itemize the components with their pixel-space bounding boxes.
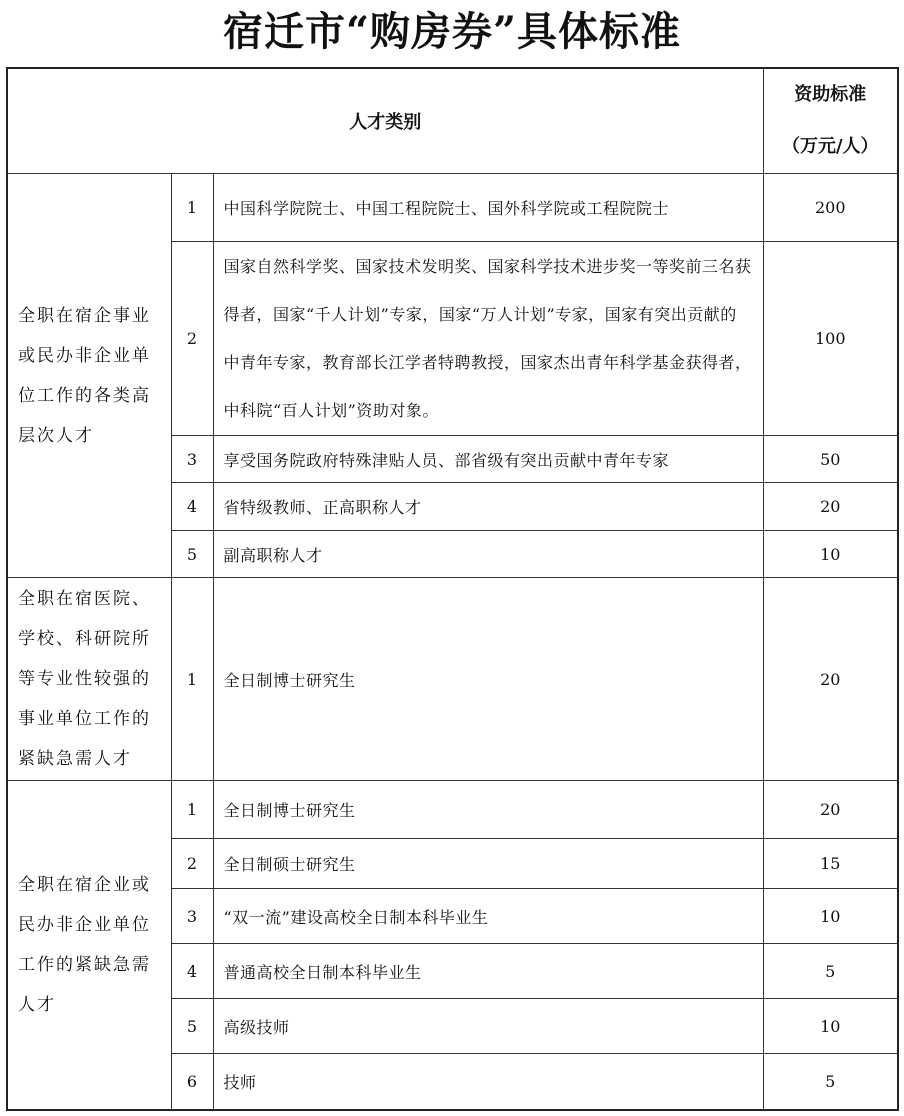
table-header-row [7,68,898,174]
row-amount: 15 [763,839,898,889]
group-category: 全职在宿企事业或民办非企业单位工作的各类高层次人才 [7,174,171,578]
row-description: 高级技师 [213,999,763,1054]
row-amount: 100 [763,242,898,436]
subsidy-standard-table [6,67,899,1111]
table-row [7,781,898,839]
row-number: 1 [171,578,213,781]
header-category: 人才类别 [7,68,763,174]
table-row [7,578,898,781]
group-category: 全职在宿企业或民办非企业单位工作的紧缺急需人才 [7,781,171,1110]
row-amount: 20 [763,483,898,531]
row-number: 1 [171,174,213,242]
row-amount: 50 [763,436,898,483]
row-amount: 10 [763,999,898,1054]
header-standard [763,68,898,174]
row-number: 5 [171,999,213,1054]
row-description: 全日制博士研究生 [213,578,763,781]
header-standard-line1: 资助标准 [794,84,867,105]
row-number: 4 [171,944,213,999]
row-number: 2 [171,242,213,436]
page-title: 宿迁市“购房券”具体标准 [222,8,681,55]
header-standard-line2: （万元/人） [781,136,879,157]
row-amount: 5 [763,944,898,999]
row-description: 全日制硕士研究生 [213,839,763,889]
row-amount: 10 [763,531,898,578]
row-number: 5 [171,531,213,578]
row-amount: 10 [763,889,898,944]
row-number: 6 [171,1054,213,1110]
row-amount: 20 [763,781,898,839]
row-number: 3 [171,889,213,944]
row-description: 普通高校全日制本科毕业生 [213,944,763,999]
row-description: “双一流”建设高校全日制本科毕业生 [213,889,763,944]
row-description: 中国科学院院士、中国工程院院士、国外科学院或工程院院士 [213,174,763,242]
row-description: 副高职称人才 [213,531,763,578]
table-row [7,174,898,242]
row-amount: 5 [763,1054,898,1110]
row-description: 国家自然科学奖、国家技术发明奖、国家科学技术进步奖一等奖前三名获得者，国家“千人计划”专家，国家“万人计划”专家，国家有突出贡献的中青年专家，教育部长江学者特聘教授，国家杰出青年科学基金获得者，中科院“百人计划”资助对象。 [213,242,763,436]
row-amount: 20 [763,578,898,781]
row-number: 3 [171,436,213,483]
row-number: 1 [171,781,213,839]
row-description: 享受国务院政府特殊津贴人员、部省级有突出贡献中青年专家 [213,436,763,483]
row-number: 2 [171,839,213,889]
row-amount: 200 [763,174,898,242]
row-description: 省特级教师、正高职称人才 [213,483,763,531]
row-description: 技师 [213,1054,763,1110]
row-description: 全日制博士研究生 [213,781,763,839]
group-category: 全职在宿医院、学校、科研院所等专业性较强的事业单位工作的紧缺急需人才 [7,578,171,781]
row-number: 4 [171,483,213,531]
